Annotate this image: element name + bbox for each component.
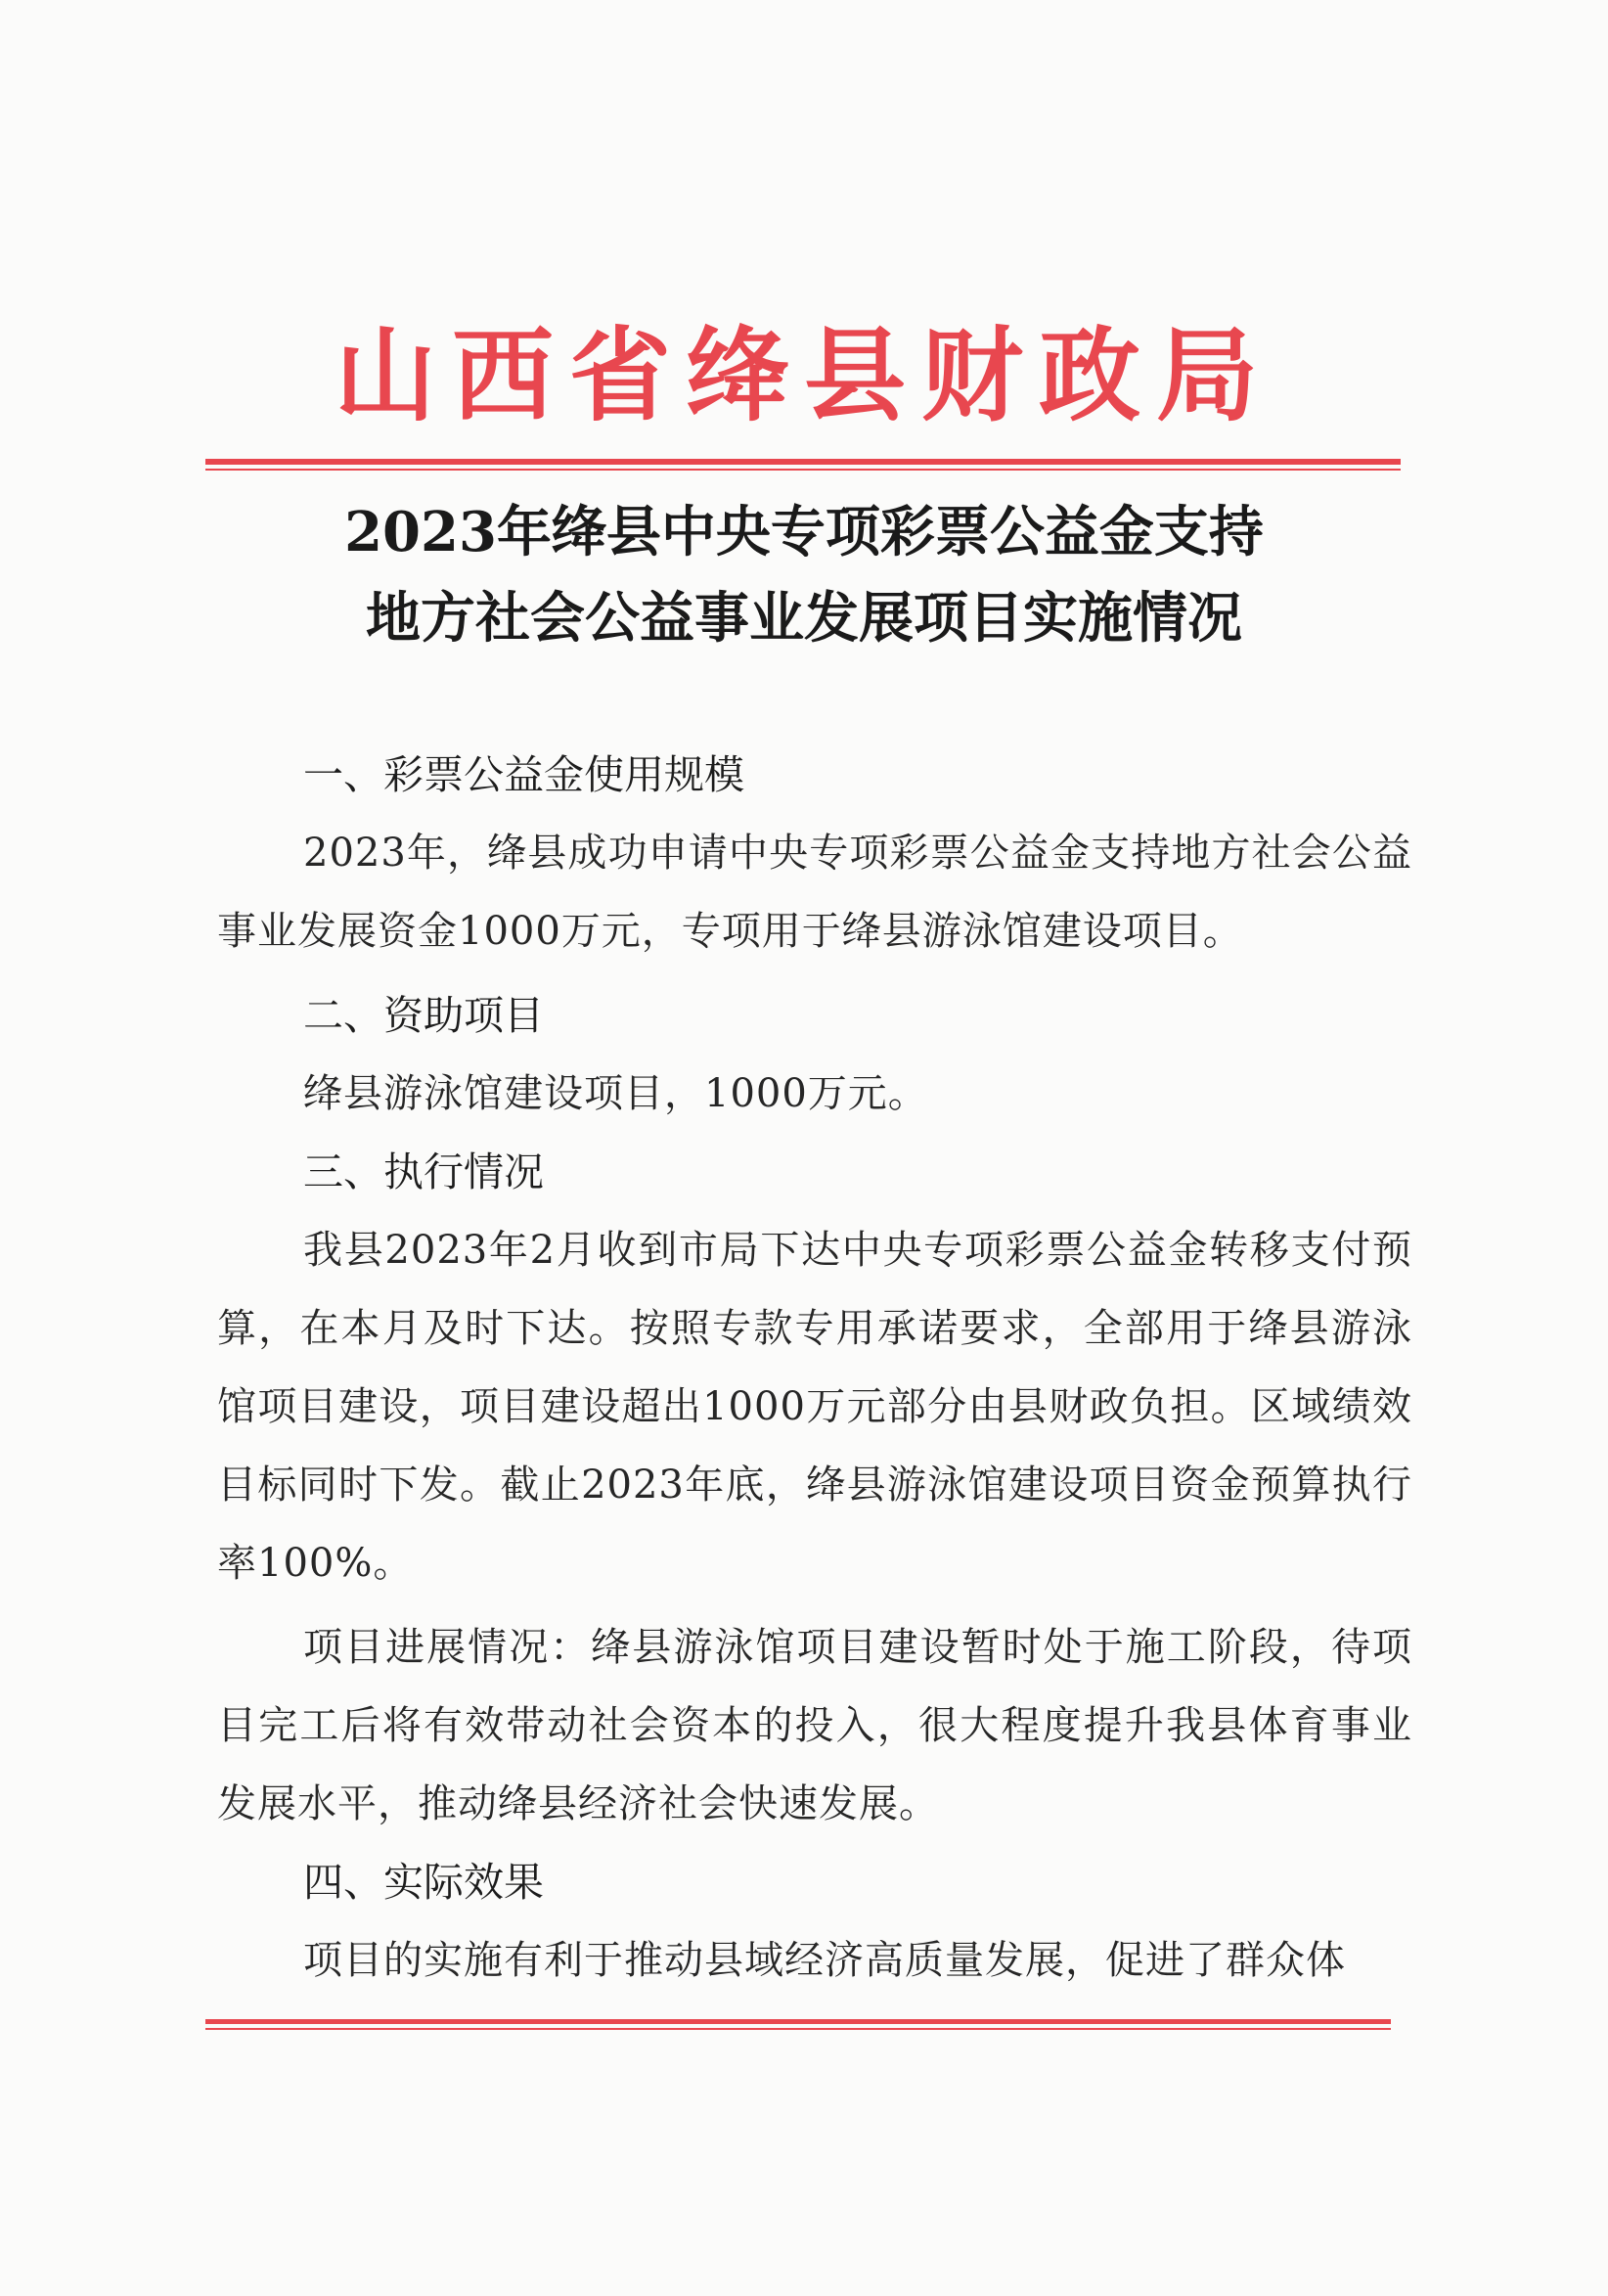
section-heading-3: 三、执行情况 [303, 1148, 544, 1195]
document-title-line2: 地方社会公益事业发展项目实施情况 [366, 586, 1242, 651]
section-4-paragraph: 项目的实施有利于推动县域经济高质量发展，促进了群众体 [303, 1938, 1346, 1983]
section-2-paragraph: 绛县游泳馆建设项目，1000万元。 [303, 1071, 928, 1116]
letterhead-rule-thin [205, 469, 1401, 471]
section-heading-2: 二、资助项目 [303, 992, 544, 1039]
letterhead-rule-thick [205, 459, 1401, 465]
document-title [0, 489, 1608, 661]
document-body [217, 736, 1412, 2000]
section-heading-1: 一、彩票公益金使用规模 [303, 751, 744, 798]
footer-rule-thick [205, 2019, 1391, 2024]
footer-rule-thin [205, 2028, 1391, 2030]
section-1-paragraph: 2023年，绛县成功申请中央专项彩票公益金支持地方社会公益事业发展资金1000万元，专项用于绛县游泳馆建设项目。 [217, 831, 1412, 954]
section-3-paragraph-2: 项目进展情况：绛县游泳馆项目建设暂时处于施工阶段，待项目完工后将有效带动社会资本的投入，很大程度提升我县体育事业发展水平，推动绛县经济社会快速发展。 [217, 1625, 1412, 1826]
document-title-line1: 2023年绛县中央专项彩票公益金支持 [344, 500, 1264, 564]
section-3-paragraph-1: 我县2023年2月收到市局下达中央专项彩票公益金转移支付预算，在本月及时下达。按照专款专用承诺要求，全部用于绛县游泳馆项目建设，项目建设超出1000万元部分由县财政负担。区域绩效目标同时下发。截止2023年底，绛县游泳馆建设项目资金预算执行率100%。 [217, 1228, 1412, 1586]
section-heading-4: 四、实际效果 [303, 1859, 544, 1906]
letterhead-issuer: 山西省绛县财政局 [334, 316, 1273, 435]
